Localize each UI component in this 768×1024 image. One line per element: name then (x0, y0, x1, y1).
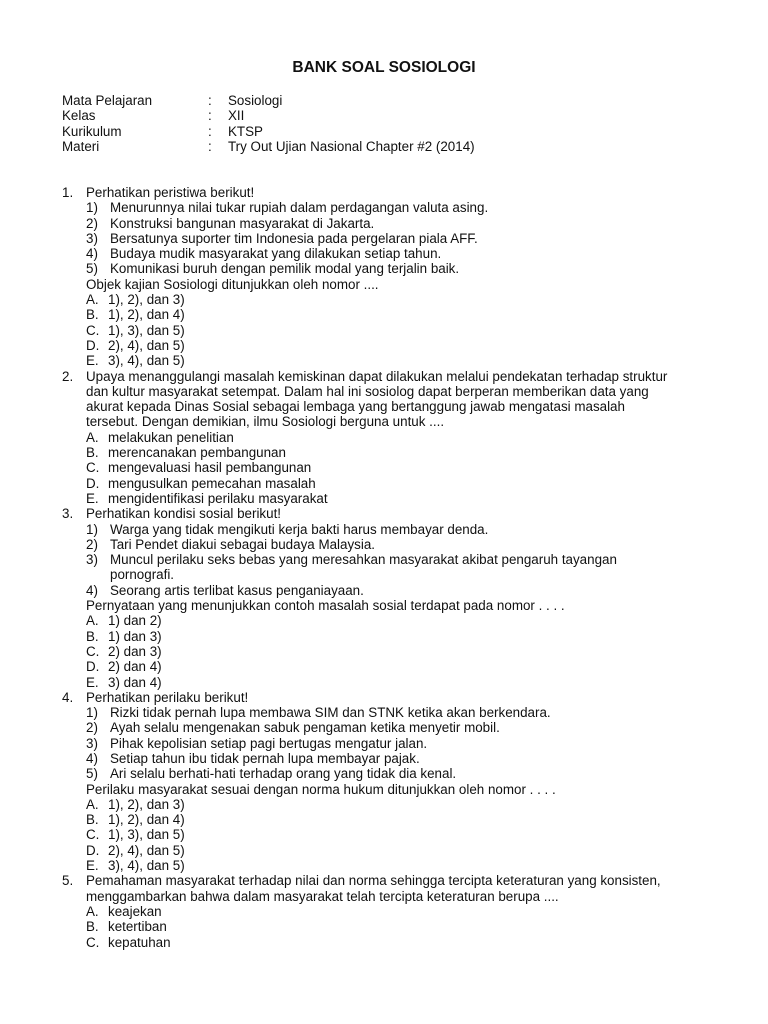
statement-item (86, 720, 712, 735)
statement-number: 4) (86, 750, 98, 766)
question-3 (62, 506, 712, 690)
question-prompt: Objek kajian Sosiologi ditunjukkan oleh nomor .... (86, 276, 379, 292)
option-letter: A. (86, 429, 99, 445)
option-text: 2) dan 3) (108, 643, 162, 659)
statement-number: 3) (86, 735, 98, 751)
option-text: 1) dan 3) (108, 628, 162, 644)
option-letter: E. (86, 674, 99, 690)
meta-row (62, 124, 475, 139)
statement-text: Bersatunya suporter tim Indonesia pada pergelaran piala AFF. (110, 230, 478, 246)
option-letter: E. (86, 353, 99, 369)
meta-row (62, 93, 475, 108)
answer-option (86, 919, 712, 934)
question-text: dan kultur masyarakat setempat. Dalam hal ini sosiolog dapat berperan memberikan data yang (86, 383, 649, 399)
page-title: BANK SOAL SOSIOLOGI (292, 59, 476, 76)
answer-option (86, 797, 712, 812)
statement-text: Seorang artis terlibat kasus penganiayaan. (110, 582, 364, 598)
meta-label: Kurikulum (62, 123, 122, 139)
option-text: 3), 4), dan 5) (108, 858, 185, 874)
option-letter: B. (86, 628, 99, 644)
option-letter: D. (86, 475, 100, 491)
option-letter: B. (86, 812, 99, 828)
option-letter: A. (86, 903, 99, 919)
answer-option (86, 353, 712, 368)
answer-option (86, 491, 712, 506)
answer-option (86, 476, 712, 491)
answer-option (86, 338, 712, 353)
question-text: menggambarkan bahwa dalam masyarakat telah tercipta keteraturan berupa .... (86, 888, 559, 904)
statement-text: Setiap tahun ibu tidak pernah lupa membayar pajak. (110, 750, 420, 766)
statement-text: Tari Pendet diakui sebagai budaya Malaysia. (110, 536, 376, 552)
option-text: 3), 4), dan 5) (108, 353, 185, 369)
question-text: Upaya menanggulangi masalah kemiskinan dapat dilakukan melalui pendekatan terhadap struktur (86, 368, 668, 384)
answer-option (86, 292, 712, 307)
statement-text: Budaya mudik masyarakat yang dilakukan setiap tahun. (110, 246, 442, 262)
meta-colon: : (208, 93, 212, 108)
question-number: 4. (62, 689, 74, 705)
meta-value: XII (228, 108, 245, 124)
option-letter: C. (86, 934, 100, 950)
question-number: 3. (62, 506, 74, 522)
meta-row (62, 139, 475, 154)
option-letter: A. (86, 796, 99, 812)
answer-option (86, 675, 712, 690)
statement-number: 1) (86, 521, 98, 537)
option-letter: D. (86, 337, 100, 353)
question-prompt: Pernyataan yang menunjukkan contoh masalah sosial terdapat pada nomor . . . . (86, 598, 565, 614)
statement-number: 5) (86, 766, 98, 782)
option-letter: D. (86, 659, 100, 675)
meta-label: Mata Pelajaran (62, 93, 153, 108)
answer-option (86, 858, 712, 873)
option-text: 2), 4), dan 5) (108, 337, 185, 353)
statement-item (86, 705, 712, 720)
statement-item (86, 766, 712, 781)
option-text: 1) dan 2) (108, 613, 162, 629)
answer-option (86, 445, 712, 460)
meta-value: KTSP (228, 123, 263, 139)
option-text: mengusulkan pemecahan masalah (108, 475, 316, 491)
option-letter: B. (86, 919, 99, 935)
question-number: 2. (62, 368, 74, 384)
meta-colon: : (208, 108, 212, 124)
question-list (62, 185, 712, 950)
question-text: Perhatikan perilaku berikut! (86, 689, 249, 705)
statement-number: 3) (86, 552, 98, 568)
answer-option (86, 935, 712, 950)
question-text: Perhatikan kondisi sosial berikut! (86, 506, 282, 522)
statement-item (86, 537, 712, 552)
statement-text: Konstruksi bangunan masyarakat di Jakarta. (110, 215, 375, 231)
answer-option (86, 307, 712, 322)
option-text: 1), 2), dan 4) (108, 307, 185, 323)
answer-option (86, 629, 712, 644)
question-text: Perhatikan peristiwa berikut! (86, 185, 255, 200)
question-number: 1. (62, 185, 74, 200)
option-letter: A. (86, 613, 99, 629)
statement-number: 2) (86, 720, 98, 736)
statement-number: 2) (86, 536, 98, 552)
statement-text: Ari selalu berhati-hati terhadap orang yang tidak dia kenal. (110, 766, 457, 782)
meta-colon: : (208, 138, 212, 154)
statement-text: Ayah selalu mengenakan sabuk pengaman ketika menyetir mobil. (110, 720, 500, 736)
answer-option (86, 827, 712, 842)
option-letter: C. (86, 322, 100, 338)
question-prompt: Perilaku masyarakat sesuai dengan norma hukum ditunjukkan oleh nomor . . . . (86, 781, 556, 797)
statement-number: 4) (86, 582, 98, 598)
option-text: melakukan penelitian (108, 429, 234, 445)
option-letter: E. (86, 858, 99, 874)
option-text: keajekan (108, 903, 162, 919)
statement-item (86, 552, 712, 583)
option-text: kepatuhan (108, 934, 171, 950)
answer-option (86, 659, 712, 674)
statement-number: 4) (86, 246, 98, 262)
option-text: 1), 3), dan 5) (108, 322, 185, 338)
statement-item (86, 261, 712, 276)
question-text: akurat kepada Dinas Sosial sebagai lembaga yang bertanggung jawab mengatasi masalah (86, 399, 625, 415)
option-letter: B. (86, 307, 99, 323)
statement-item (86, 583, 712, 598)
question-2 (62, 369, 712, 507)
statement-item (86, 246, 712, 261)
option-letter: C. (86, 460, 100, 476)
meta-label: Materi (62, 138, 100, 154)
option-text: ketertiban (108, 919, 167, 935)
statement-number: 1) (86, 705, 98, 721)
statement-item (86, 522, 712, 537)
option-letter: C. (86, 643, 100, 659)
statement-number: 3) (86, 230, 98, 246)
meta-label: Kelas (62, 108, 96, 124)
question-4 (62, 690, 712, 874)
option-text: 1), 3), dan 5) (108, 827, 185, 843)
answer-option (86, 323, 712, 338)
answer-option (86, 812, 712, 827)
statement-text: Warga yang tidak mengikuti kerja bakti harus membayar denda. (110, 521, 489, 537)
answer-option (86, 644, 712, 659)
statement-text: Komunikasi buruh dengan pemilik modal yang terjalin baik. (110, 261, 460, 277)
statement-item (86, 231, 712, 246)
statement-text: Rizki tidak pernah lupa membawa SIM dan STNK ketika akan berkendara. (110, 705, 551, 721)
meta-value: Try Out Ujian Nasional Chapter #2 (2014) (228, 138, 475, 154)
answer-option (86, 843, 712, 858)
statement-number: 1) (86, 200, 98, 216)
meta-row (62, 108, 475, 123)
option-text: 1), 2), dan 3) (108, 796, 185, 812)
meta-value: Sosiologi (228, 93, 283, 108)
option-letter: B. (86, 445, 99, 461)
option-letter: A. (86, 292, 99, 308)
statement-text: Menurunnya nilai tukar rupiah dalam perdagangan valuta asing. (110, 200, 489, 216)
question-text: tersebut. Dengan demikian, ilmu Sosiologi berguna untuk .... (86, 414, 445, 430)
statement-item (86, 751, 712, 766)
answer-option (86, 460, 712, 475)
option-text: mengidentifikasi perilaku masyarakat (108, 490, 328, 506)
statement-text: Pihak kepolisian setiap pagi bertugas mengatur jalan. (110, 735, 428, 751)
statement-item (86, 216, 712, 231)
meta-colon: : (208, 123, 212, 139)
question-1 (62, 185, 712, 369)
question-5 (62, 873, 712, 949)
option-letter: E. (86, 490, 99, 506)
option-text: 2) dan 4) (108, 659, 162, 675)
statement-number: 2) (86, 215, 98, 231)
option-text: mengevaluasi hasil pembangunan (108, 460, 312, 476)
option-text: 2), 4), dan 5) (108, 842, 185, 858)
option-text: merencanakan pembangunan (108, 445, 286, 461)
answer-option (86, 613, 712, 628)
statement-item (86, 200, 712, 215)
answer-option (86, 430, 712, 445)
option-text: 3) dan 4) (108, 674, 162, 690)
option-letter: D. (86, 842, 100, 858)
answer-option (86, 904, 712, 919)
option-text: 1), 2), dan 4) (108, 812, 185, 828)
statement-text: Muncul perilaku seks bebas yang meresahkan masyarakat akibat pengaruh tayangan (110, 552, 617, 568)
option-text: 1), 2), dan 3) (108, 292, 185, 308)
statement-item (86, 736, 712, 751)
question-number: 5. (62, 873, 74, 889)
statement-number: 5) (86, 261, 98, 277)
option-letter: C. (86, 827, 100, 843)
statement-text: pornografi. (110, 567, 175, 583)
question-text: Pemahaman masyarakat terhadap nilai dan norma sehingga tercipta keteraturan yang konsisten, (86, 873, 661, 889)
metadata-table (62, 93, 475, 154)
